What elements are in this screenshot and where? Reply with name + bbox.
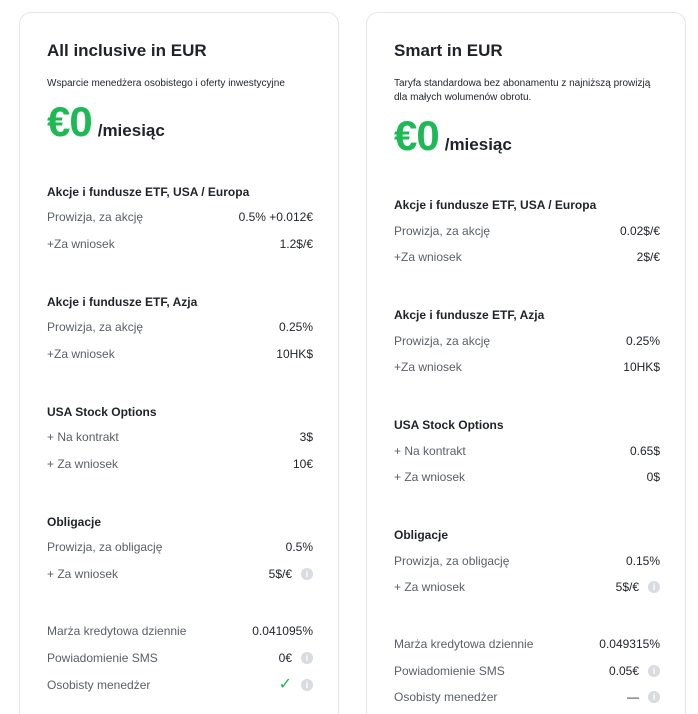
extra-row-sms: [47, 649, 313, 667]
info-icon[interactable]: i: [301, 679, 313, 691]
extra-value: 0.049315%: [599, 637, 660, 651]
info-icon[interactable]: i: [648, 581, 660, 593]
section-title-bonds: Obligacje: [394, 528, 449, 542]
fee-label: Prowizja, za akcję: [394, 224, 491, 238]
fee-row: [47, 318, 313, 336]
info-icon[interactable]: i: [301, 568, 313, 580]
check-icon: ✓: [278, 676, 292, 693]
fee-value: 0.15%: [625, 554, 660, 568]
extra-row-margin: [394, 635, 660, 653]
fee-value: 0$: [646, 470, 660, 484]
fee-row: [394, 552, 660, 570]
fee-row: [394, 332, 660, 350]
fee-label: + Za wniosek: [47, 567, 119, 581]
fee-label: Prowizja, za akcję: [47, 320, 144, 334]
plan-price: [394, 112, 512, 159]
extra-row-margin: [47, 622, 313, 640]
extra-label: Osobisty menedżer: [47, 678, 151, 692]
fee-row: [394, 442, 660, 460]
extra-label: Marża kredytowa dziennie: [47, 624, 187, 638]
fee-value: 2$/€: [636, 250, 660, 264]
fee-label: +Za wniosek: [394, 360, 462, 374]
fee-row: [394, 578, 660, 596]
extra-row-manager: [394, 688, 660, 706]
fee-row: [47, 235, 313, 253]
price-amount: €0: [47, 98, 92, 145]
plan-card-all-inclusive: [19, 12, 339, 714]
info-icon[interactable]: i: [648, 691, 660, 703]
extra-label: Powiadomienie SMS: [47, 651, 158, 665]
fee-label: + Za wniosek: [394, 580, 466, 594]
plan-card-smart: [366, 12, 686, 714]
fee-value: 0.25%: [625, 334, 660, 348]
fee-label: +Za wniosek: [394, 250, 462, 264]
extra-label: Osobisty menedżer: [394, 690, 498, 704]
fee-value: 10HK$: [623, 360, 660, 374]
extra-label: Powiadomienie SMS: [394, 664, 505, 678]
fee-value: 10HK$: [276, 347, 313, 361]
fee-value: 0.5% +0.012€: [238, 210, 313, 224]
section-title-etf-usa-europe: Akcje i fundusze ETF, USA / Europa: [394, 198, 597, 212]
plan-description: Wsparcie menedżera osobistego i oferty inwestycyjne: [47, 78, 285, 89]
fee-value: 0.25%: [278, 320, 313, 334]
extra-label: Marża kredytowa dziennie: [394, 637, 534, 651]
fee-label: Prowizja, za akcję: [394, 334, 491, 348]
fee-label: +Za wniosek: [47, 237, 115, 251]
section-title-stock-options: USA Stock Options: [394, 418, 504, 432]
fee-row: [47, 538, 313, 556]
fee-value: 0.02$/€: [619, 224, 660, 238]
fee-value: 1.2$/€: [279, 237, 313, 251]
extra-value: 0.041095%: [252, 624, 313, 638]
fee-label: + Na kontrakt: [47, 430, 119, 444]
fee-label: +Za wniosek: [47, 347, 115, 361]
plan-title: All inclusive in EUR: [47, 41, 207, 60]
section-title-etf-usa-europe: Akcje i fundusze ETF, USA / Europa: [47, 185, 250, 199]
fee-row: [47, 455, 313, 473]
fee-value: 0.5%: [285, 540, 313, 554]
fee-label: + Za wniosek: [394, 470, 466, 484]
extra-row-manager: [47, 676, 313, 694]
price-amount: €0: [394, 112, 439, 159]
fee-value: 5$/€: [268, 567, 292, 581]
fee-value: 0.65$: [629, 444, 660, 458]
fee-row: [47, 565, 313, 583]
fee-label: Prowizja, za obligację: [47, 540, 163, 554]
fee-label: Prowizja, za akcję: [47, 210, 144, 224]
plan-price: [47, 98, 165, 145]
section-title-etf-asia: Akcje i fundusze ETF, Azja: [47, 295, 198, 309]
fee-value: 5$/€: [615, 580, 639, 594]
fee-label: + Za wniosek: [47, 457, 119, 471]
plan-description: Taryfa standardowa bez abonamentu z najniższą prowizją dla małych wolumenów obrotu.: [394, 78, 651, 103]
fee-row: [47, 345, 313, 363]
extra-value: 0.05€: [608, 664, 639, 678]
fee-row: [47, 208, 313, 226]
fee-row: [394, 222, 660, 240]
price-period: /miesiąc: [444, 135, 512, 154]
fee-row: [394, 248, 660, 266]
info-icon[interactable]: i: [301, 652, 313, 664]
fee-value: 10€: [292, 457, 313, 471]
fee-label: Prowizja, za obligację: [394, 554, 510, 568]
info-icon[interactable]: i: [648, 665, 660, 677]
section-title-bonds: Obligacje: [47, 515, 102, 529]
fee-row: [394, 468, 660, 486]
dash-icon: —: [627, 690, 639, 704]
extra-value: 0€: [278, 651, 292, 665]
plan-title: Smart in EUR: [394, 41, 503, 60]
fee-row: [47, 428, 313, 446]
fee-row: [394, 358, 660, 376]
section-title-etf-asia: Akcje i fundusze ETF, Azja: [394, 308, 545, 322]
price-period: /miesiąc: [97, 121, 165, 140]
fee-value: 3$: [299, 430, 313, 444]
section-title-stock-options: USA Stock Options: [47, 405, 157, 419]
fee-label: + Na kontrakt: [394, 444, 466, 458]
extra-row-sms: [394, 662, 660, 680]
